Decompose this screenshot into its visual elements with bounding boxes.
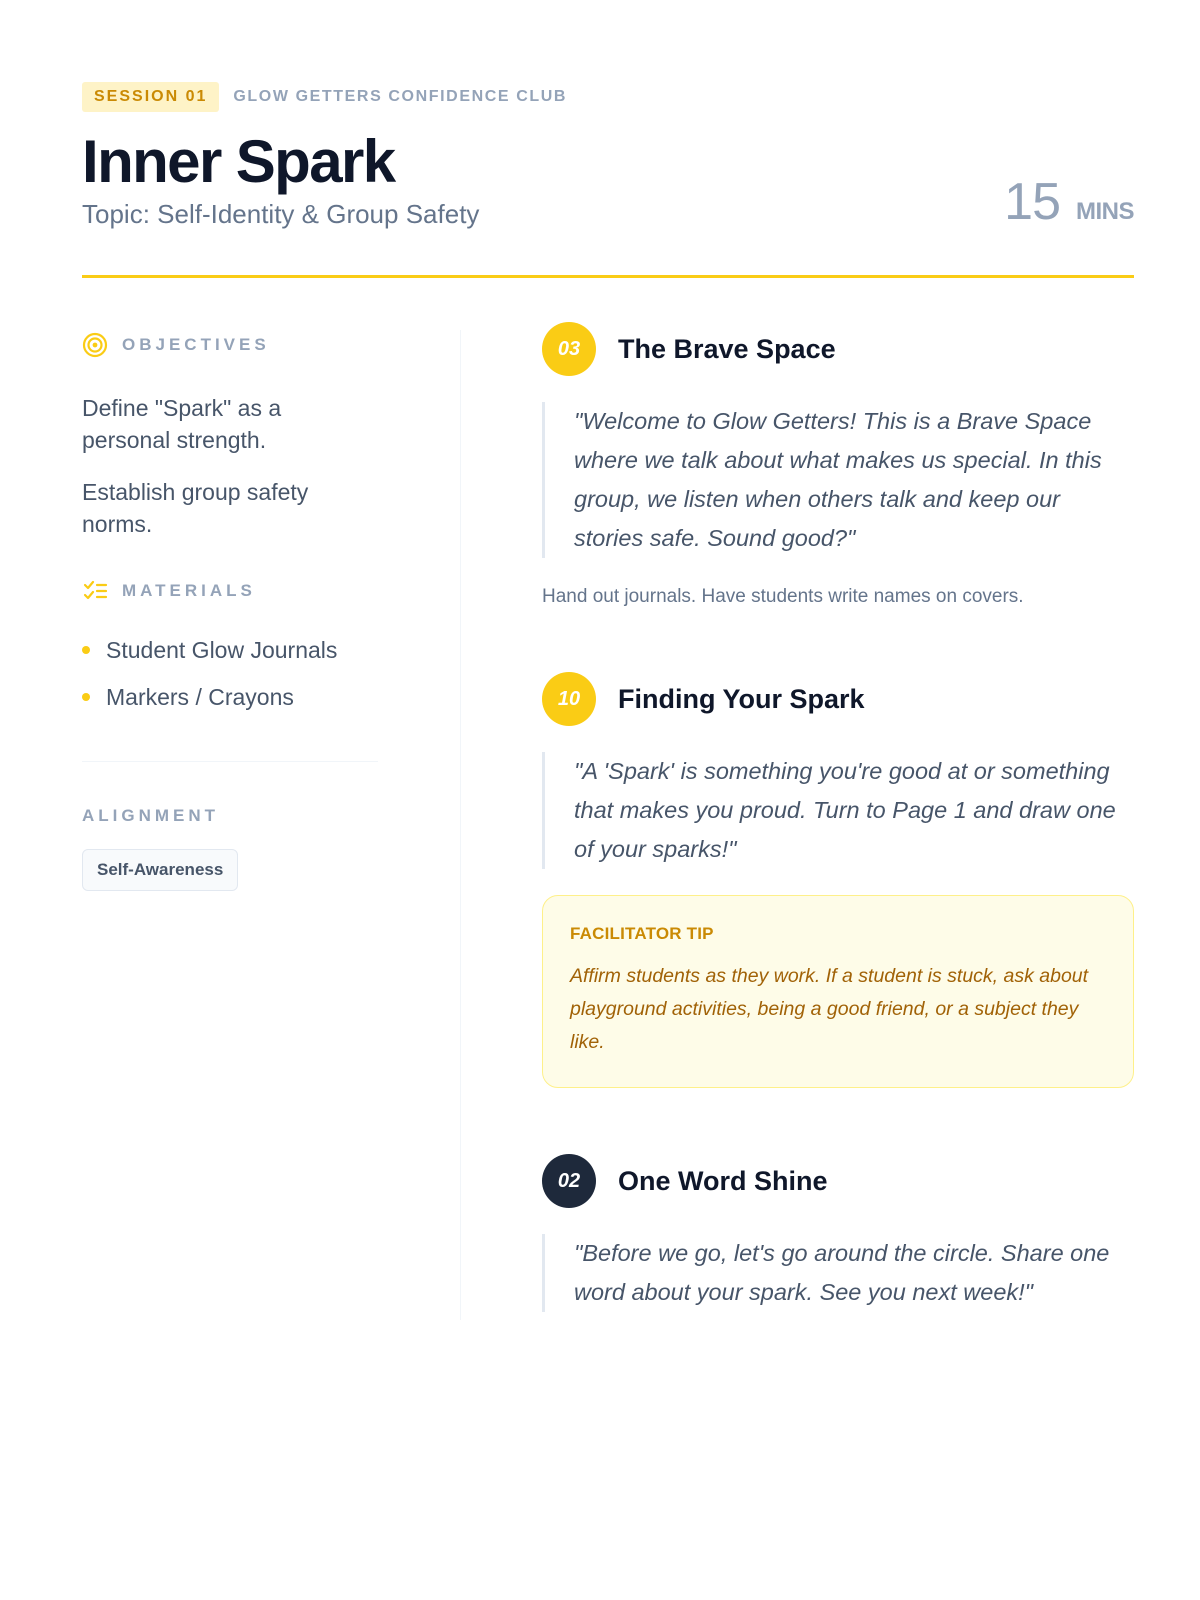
alignment-tag: Self-Awareness	[82, 849, 238, 891]
bullet-icon	[82, 693, 90, 701]
club-name: GLOW GETTERS CONFIDENCE CLUB	[233, 88, 568, 105]
list-item	[82, 634, 378, 666]
material-label: Student Glow Journals	[106, 636, 338, 663]
objectives-label: OBJECTIVES	[122, 335, 270, 354]
lesson-steps	[542, 330, 1134, 1312]
material-label: Markers / Crayons	[106, 683, 294, 710]
objectives-heading	[82, 330, 378, 360]
target-icon	[82, 332, 108, 358]
objectives-list	[82, 392, 378, 540]
duration-value: 15	[1004, 173, 1060, 231]
objective-item: Establish group safety norms.	[82, 479, 309, 537]
step-instruction: Hand out journals. Have students write names on covers.	[542, 586, 1024, 607]
step-title: The Brave Space	[618, 333, 836, 364]
topic-subtitle: Topic: Self-Identity & Group Safety	[82, 199, 480, 229]
step-one-word-shine	[542, 1154, 1134, 1312]
tip-text: Affirm students as they work. If a student is stuck, ask about playground activities, being a good friend, or a subject they like.	[570, 965, 1089, 1053]
step-header	[542, 672, 1134, 726]
step-finding-spark	[542, 672, 1134, 1088]
step-minutes-badge: 03	[542, 322, 596, 376]
facilitator-tip	[542, 895, 1134, 1088]
lesson-page	[82, 0, 1134, 1600]
materials-list	[82, 634, 378, 713]
column-divider	[460, 330, 461, 1320]
objective-item: Define "Spark" as a personal strength.	[82, 395, 282, 453]
step-brave-space	[542, 322, 1134, 610]
page-title: Inner Spark	[82, 128, 395, 195]
sidebar-divider	[82, 761, 378, 762]
materials-label: MATERIALS	[122, 581, 256, 600]
duration-unit: MINS	[1076, 198, 1134, 225]
bullet-icon	[82, 646, 90, 654]
checklist-icon	[82, 578, 108, 604]
tip-label: FACILITATOR TIP	[570, 924, 714, 943]
step-title: Finding Your Spark	[618, 683, 865, 714]
step-title: One Word Shine	[618, 1165, 828, 1196]
step-script-quote: "Before we go, let's go around the circle. Share one word about your spark. See you next week!"	[542, 1234, 1134, 1312]
alignment-label: ALIGNMENT	[82, 806, 220, 825]
duration	[1004, 172, 1134, 232]
session-badge: SESSION 01	[82, 82, 219, 112]
step-minutes-badge: 02	[542, 1154, 596, 1208]
step-header	[542, 1154, 1134, 1208]
materials-heading	[82, 576, 378, 606]
step-script-quote: "A 'Spark' is something you're good at or something that makes you proud. Turn to Page 1 and draw one of your sparks!"	[542, 752, 1134, 869]
header-divider	[82, 275, 1134, 278]
step-script-quote: "Welcome to Glow Getters! This is a Brave Space where we talk about what makes us special. In this group, we listen when others talk and keep our stories safe. Sound good?"	[542, 402, 1134, 558]
step-minutes-badge: 10	[542, 672, 596, 726]
list-item	[82, 681, 378, 713]
sidebar	[82, 330, 378, 891]
header-kicker	[82, 82, 567, 112]
step-header	[542, 322, 1134, 376]
